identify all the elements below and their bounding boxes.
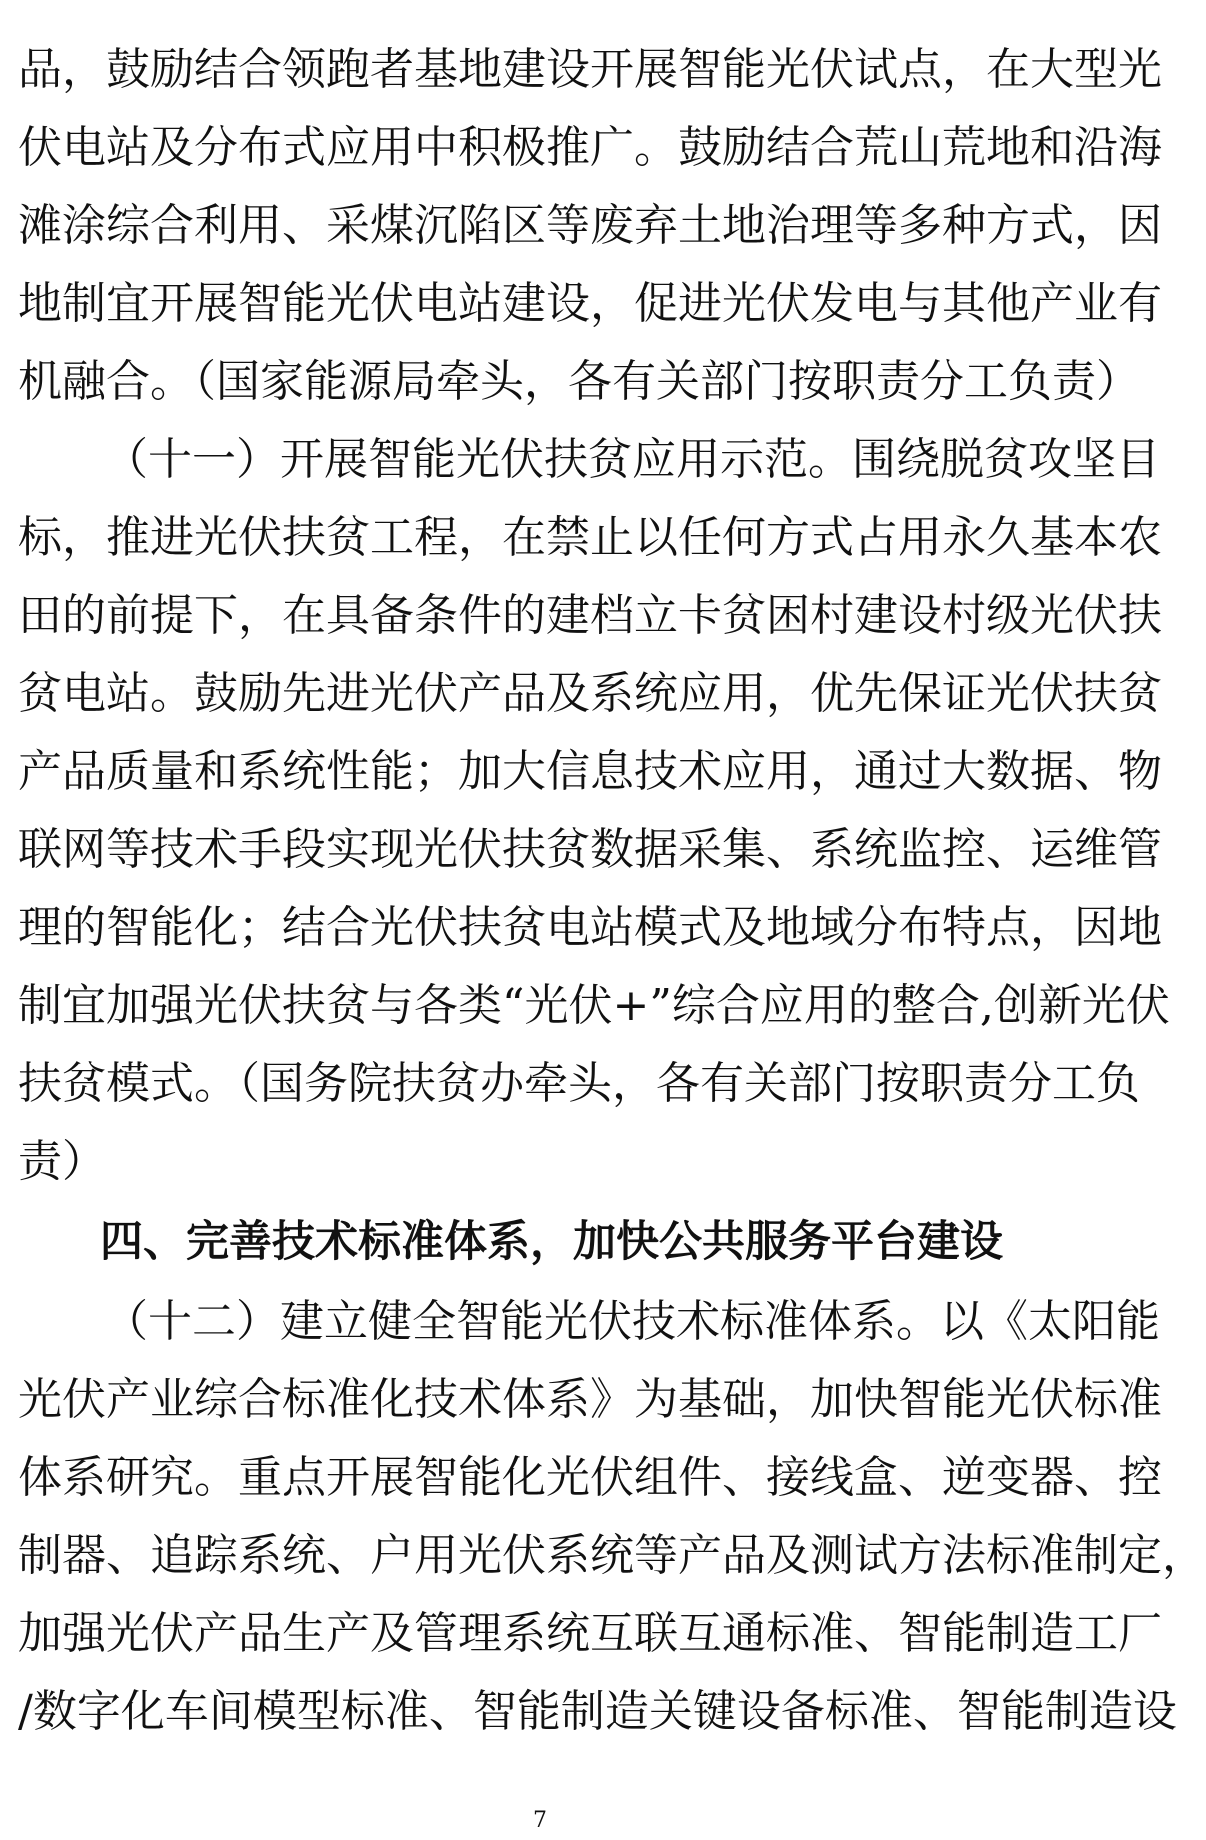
paragraph-3-line-5: 加强光伏产品生产及管理系统互联互通标准、智能制造工厂 — [18, 1608, 1162, 1659]
paragraph-2-line-7: 理的智能化；结合光伏扶贫电站模式及地域分布特点，因地 — [18, 902, 1162, 953]
page-number: 7 — [533, 1808, 547, 1833]
paragraph-1-line-2: 伏电站及分布式应用中积极推广。鼓励结合荒山荒地和沿海 — [18, 122, 1162, 173]
paragraph-2-line-3: 田的前提下，在具备条件的建档立卡贫困村建设村级光伏扶 — [18, 590, 1162, 641]
paragraph-2-line-9: 扶贫模式。（国务院扶贫办牵头，各有关部门按职责分工负 — [18, 1058, 1140, 1109]
paragraph-2-line-5: 产品质量和系统性能；加大信息技术应用，通过大数据、物 — [18, 746, 1162, 797]
paragraph-2-line-10: 责） — [18, 1136, 106, 1187]
paragraph-1-line-4: 地制宜开展智能光伏电站建设，促进光伏发电与其他产业有 — [18, 278, 1162, 329]
paragraph-3-line-4: 制器、追踪系统、户用光伏系统等产品及测试方法标准制定， — [18, 1530, 1206, 1581]
paragraph-2-line-6: 联网等技术手段实现光伏扶贫数据采集、系统监控、运维管 — [18, 824, 1162, 875]
paragraph-2-line-4: 贫电站。鼓励先进光伏产品及系统应用，优先保证光伏扶贫 — [18, 668, 1162, 719]
paragraph-3-line-6: /数字化车间模型标准、智能制造关键设备标准、智能制造设 — [18, 1686, 1177, 1737]
paragraph-3-line-3: 体系研究。重点开展智能化光伏组件、接线盒、逆变器、控 — [18, 1452, 1162, 1503]
paragraph-1-line-1: 品，鼓励结合领跑者基地建设开展智能光伏试点，在大型光 — [18, 44, 1162, 95]
section-heading: 四、完善技术标准体系，加快公共服务平台建设 — [100, 1217, 1003, 1267]
paragraph-2-line-2: 标，推进光伏扶贫工程，在禁止以任何方式占用永久基本农 — [18, 512, 1162, 563]
paragraph-3-line-1: （十二）建立健全智能光伏技术标准体系。以《太阳能 — [104, 1296, 1160, 1347]
paragraph-1-line-5: 机融合。（国家能源局牵头，各有关部门按职责分工负责） — [18, 356, 1140, 407]
paragraph-1-line-3: 滩涂综合利用、采煤沉陷区等废弃土地治理等多种方式，因 — [18, 200, 1162, 251]
paragraph-2-line-8: 制宜加强光伏扶贫与各类“光伏+”综合应用的整合,创新光伏 — [18, 980, 1170, 1031]
paragraph-2-line-1: （十一）开展智能光伏扶贫应用示范。围绕脱贫攻坚目 — [104, 434, 1160, 485]
paragraph-3-line-2: 光伏产业综合标准化技术体系》为基础，加快智能光伏标准 — [18, 1374, 1162, 1425]
